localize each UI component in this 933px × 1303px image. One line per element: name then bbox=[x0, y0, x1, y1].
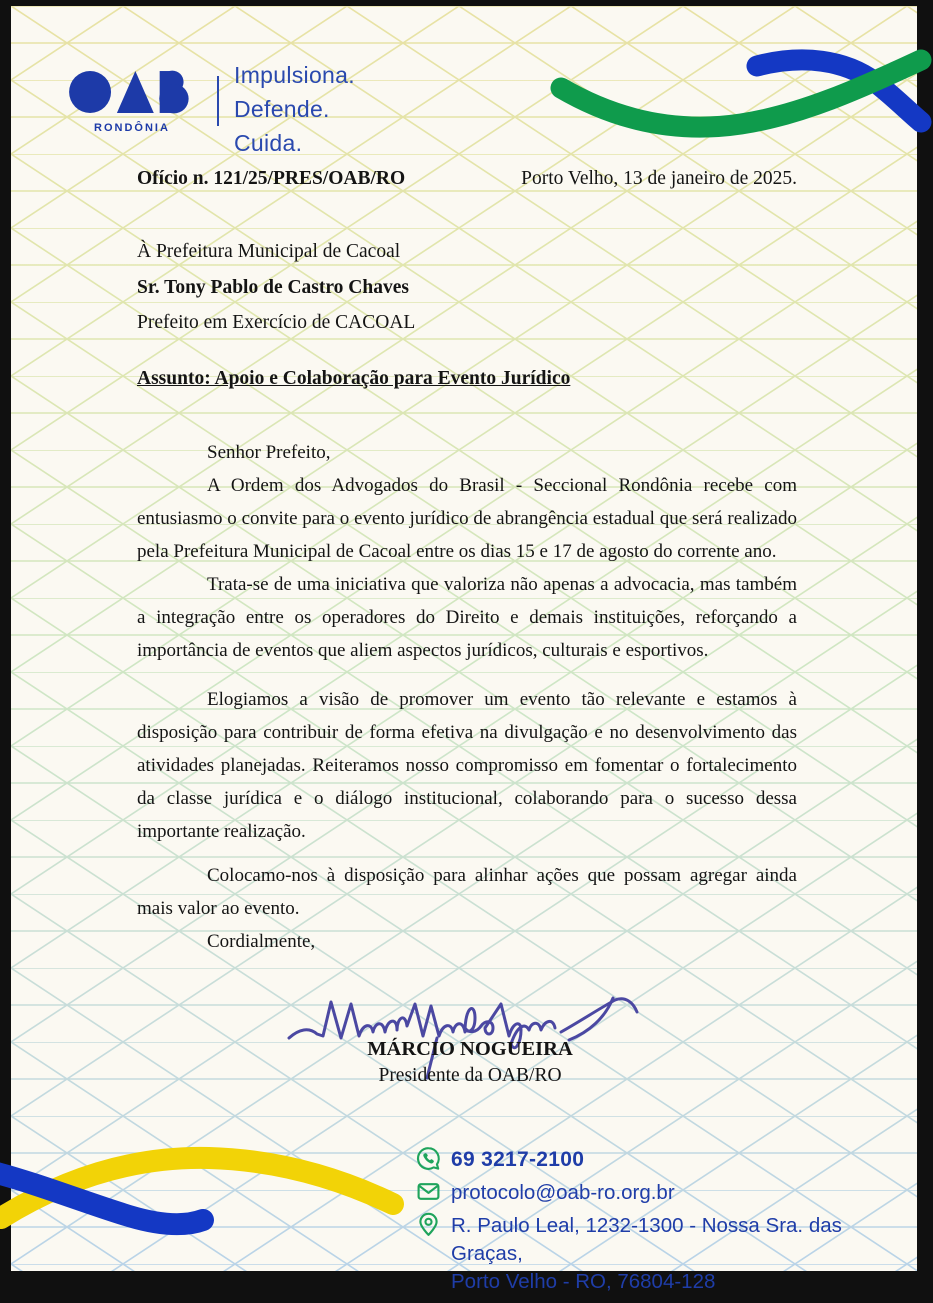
tagline-line-2: Defende. bbox=[234, 96, 330, 122]
signer-title: Presidente da OAB/RO bbox=[378, 1065, 562, 1086]
oficio-reference: Ofício n. 121/25/PRES/OAB/RO bbox=[137, 168, 406, 189]
decorative-waves-top-right bbox=[541, 28, 921, 168]
address-row bbox=[415, 1212, 917, 1296]
address-line-1: R. Paulo Leal, 1232-1300 - Nossa Sra. das Graças, bbox=[451, 1214, 842, 1265]
paragraph-4: Colocamo-nos à disposição para alinhar ações que possam agregar ainda mais valor ao evento. bbox=[137, 865, 797, 919]
recipient-block bbox=[137, 234, 415, 341]
recipient-name: Sr. Tony Pablo de Castro Chaves bbox=[137, 276, 409, 298]
email-row bbox=[415, 1179, 917, 1205]
subject-line: Assunto: Apoio e Colaboração para Evento Jurídico bbox=[137, 368, 571, 389]
reference-date-row bbox=[137, 168, 797, 190]
phone-row bbox=[415, 1146, 917, 1172]
letter-text bbox=[137, 436, 797, 958]
tagline-line-3: Cuida. bbox=[234, 130, 303, 156]
logo-region-label: RONDÔNIA bbox=[94, 122, 170, 134]
salutation: Senhor Prefeito, bbox=[207, 442, 331, 463]
whatsapp-icon bbox=[415, 1145, 442, 1172]
location-pin-icon bbox=[415, 1211, 442, 1238]
recipient-org: À Prefeitura Municipal de Cacoal bbox=[137, 241, 401, 262]
paragraph-3: Elogiamos a visão de promover um evento tão relevante e estamos à disposição para contribuir de forma efetiva na divulgação e no desenvolvimento das atividades planejadas. Reiteramos nosso compromisso em fomentar o fortalecimento da classe jurídica e o diálogo institucional, colaborando para o sucesso dessa importante realização. bbox=[137, 689, 797, 842]
paragraph-2: Trata-se de uma iniciativa que valoriza não apenas a advocacia, mas também a integração entre os operadores do Direito e demais instituições, reforçando a importância de eventos que aliem aspectos jurídicos, culturais e esportivos. bbox=[137, 574, 797, 661]
postal-address bbox=[451, 1212, 917, 1296]
tagline-divider bbox=[217, 76, 219, 126]
contact-footer bbox=[415, 1146, 917, 1303]
email-address: protocolo@oab-ro.org.br bbox=[451, 1181, 675, 1204]
address-line-2: Porto Velho - RO, 76804-128 bbox=[451, 1270, 716, 1293]
recipient-title: Prefeito em Exercício de CACOAL bbox=[137, 312, 416, 333]
closing-word: Cordialmente, bbox=[207, 931, 316, 952]
tagline-line-1: Impulsiona. bbox=[234, 62, 355, 88]
logo-shape-b bbox=[159, 71, 188, 114]
decorative-waves-bottom-left bbox=[0, 1126, 409, 1276]
paragraph-1: A Ordem dos Advogados do Brasil - Seccional Rondônia recebe com entusiasmo o convite para o evento jurídico de abrangência estadual que será realizado pela Prefeitura Municipal de Cacoal entre os dias 15 e 17 de agosto do corrente ano. bbox=[137, 475, 797, 562]
letter-page bbox=[11, 6, 917, 1293]
signer-name: MÁRCIO NOGUEIRA bbox=[367, 1038, 573, 1060]
oab-logo bbox=[69, 66, 195, 118]
brand-tagline bbox=[234, 58, 355, 160]
logo-circle-o bbox=[69, 71, 111, 113]
phone-number: 69 3217-2100 bbox=[451, 1148, 585, 1171]
city-and-date: Porto Velho, 13 de janeiro de 2025. bbox=[521, 168, 797, 189]
logo-triangle-a bbox=[117, 71, 154, 113]
envelope-icon bbox=[415, 1178, 442, 1205]
